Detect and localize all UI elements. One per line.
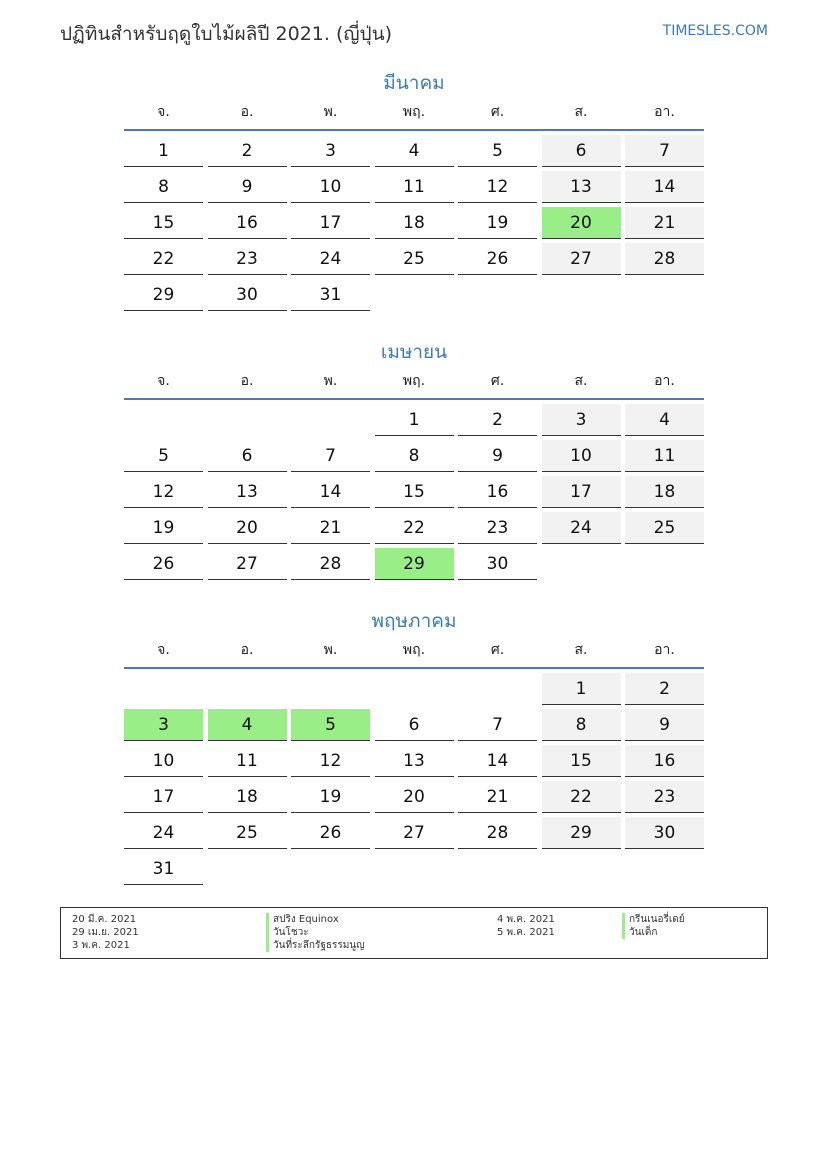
week-row (124, 207, 704, 243)
day-cell[interactable]: 2 (625, 673, 704, 705)
day-cell[interactable]: 15 (542, 745, 621, 777)
day-cell[interactable]: 14 (458, 745, 537, 777)
empty-day-cell (375, 673, 454, 704)
day-cell[interactable]: 6 (208, 440, 287, 472)
legend-name: กรีนเนอรี่เดย์ (622, 913, 685, 926)
day-cell[interactable]: 25 (208, 817, 287, 849)
empty-day-cell (542, 548, 621, 579)
month-block (124, 338, 704, 584)
empty-day-cell (542, 853, 621, 884)
week-row (124, 171, 704, 207)
weekday-label: จ. (157, 104, 170, 120)
day-cell[interactable]: 3 (124, 709, 203, 741)
day-cell[interactable]: 19 (124, 512, 203, 544)
day-cell[interactable]: 16 (625, 745, 704, 777)
empty-day-cell (291, 853, 370, 884)
day-cell[interactable]: 26 (458, 243, 537, 275)
day-cell[interactable]: 25 (625, 512, 704, 544)
day-cell[interactable]: 18 (375, 207, 454, 239)
day-cell[interactable]: 27 (375, 817, 454, 849)
weekday-label: พ. (323, 373, 338, 389)
weekday-label: อ. (240, 104, 254, 120)
week-row (124, 817, 704, 853)
legend-date: 4 พ.ค. 2021 (497, 914, 555, 925)
day-cell[interactable]: 3 (291, 135, 370, 167)
day-cell[interactable]: 17 (542, 476, 621, 508)
week-row (124, 135, 704, 171)
day-cell[interactable]: 30 (625, 817, 704, 849)
weekday-label: ส. (574, 104, 588, 120)
day-cell[interactable]: 21 (458, 781, 537, 813)
day-cell[interactable]: 23 (208, 243, 287, 275)
day-cell[interactable]: 18 (208, 781, 287, 813)
day-cell[interactable]: 4 (625, 404, 704, 436)
weekday-label: อ. (240, 373, 254, 389)
day-cell[interactable]: 10 (124, 745, 203, 777)
day-cell[interactable]: 9 (208, 171, 287, 203)
weekday-label: อ. (240, 642, 254, 658)
empty-day-cell (208, 404, 287, 435)
day-cell[interactable]: 18 (625, 476, 704, 508)
weekday-label: ศ. (490, 104, 505, 120)
day-cell[interactable]: 7 (458, 709, 537, 741)
week-row (124, 279, 704, 315)
brand-link[interactable]: TIMESLES.COM (662, 23, 768, 39)
legend-name: วันที่ระลึกรัฐธรรมนูญ (266, 939, 365, 952)
week-row (124, 781, 704, 817)
weekday-label: ส. (574, 642, 588, 658)
weekday-label: พ. (323, 104, 338, 120)
holiday-legend (60, 907, 768, 959)
day-cell[interactable]: 8 (542, 709, 621, 741)
month-block (124, 69, 704, 315)
day-cell[interactable]: 11 (625, 440, 704, 472)
day-cell[interactable]: 2 (458, 404, 537, 436)
day-cell[interactable]: 22 (542, 781, 621, 813)
empty-day-cell (291, 673, 370, 704)
day-cell[interactable]: 1 (542, 673, 621, 705)
weekday-label: อา. (654, 373, 675, 389)
day-cell[interactable]: 14 (625, 171, 704, 203)
day-cell[interactable]: 8 (124, 171, 203, 203)
legend-name: วันโชวะ (266, 926, 309, 939)
day-cell[interactable]: 31 (291, 279, 370, 311)
empty-day-cell (458, 279, 537, 310)
empty-day-cell (625, 548, 704, 579)
day-cell[interactable]: 6 (375, 709, 454, 741)
day-cell[interactable]: 10 (291, 171, 370, 203)
weekday-label: พฤ. (402, 373, 426, 389)
day-cell[interactable]: 10 (542, 440, 621, 472)
legend-name: สปริง Equinox (266, 913, 339, 926)
week-row (124, 243, 704, 279)
day-cell[interactable]: 5 (291, 709, 370, 741)
week-row (124, 745, 704, 781)
day-cell[interactable]: 26 (124, 548, 203, 580)
week-row (124, 709, 704, 745)
day-cell[interactable]: 6 (542, 135, 621, 167)
day-cell[interactable]: 12 (458, 171, 537, 203)
day-cell[interactable]: 4 (375, 135, 454, 167)
day-cell[interactable]: 9 (625, 709, 704, 741)
empty-day-cell (124, 673, 203, 704)
legend-name: วันเด็ก (622, 926, 657, 939)
legend-date: 5 พ.ค. 2021 (497, 927, 555, 938)
empty-day-cell (458, 853, 537, 884)
day-cell[interactable]: 24 (124, 817, 203, 849)
day-cell[interactable]: 25 (375, 243, 454, 275)
weekday-label: อา. (654, 642, 675, 658)
day-cell[interactable]: 27 (542, 243, 621, 275)
day-cell[interactable]: 24 (291, 243, 370, 275)
month-title: เมษายน (380, 341, 448, 363)
day-cell[interactable]: 31 (124, 853, 203, 885)
weekday-header (124, 366, 704, 398)
day-cell[interactable]: 28 (291, 548, 370, 580)
weekday-header (124, 97, 704, 129)
empty-day-cell (124, 404, 203, 435)
weekday-label: ส. (574, 373, 588, 389)
day-cell[interactable]: 15 (124, 207, 203, 239)
legend-date: 3 พ.ค. 2021 (72, 940, 130, 951)
day-cell[interactable]: 13 (208, 476, 287, 508)
day-cell[interactable]: 30 (458, 548, 537, 580)
weekday-header (124, 635, 704, 667)
day-cell[interactable]: 19 (458, 207, 537, 239)
weekday-label: อา. (654, 104, 675, 120)
day-cell[interactable]: 15 (375, 476, 454, 508)
legend-date: 29 เม.ย. 2021 (72, 927, 139, 938)
day-cell[interactable]: 2 (208, 135, 287, 167)
day-cell[interactable]: 12 (124, 476, 203, 508)
day-cell[interactable]: 11 (375, 171, 454, 203)
day-cell[interactable]: 14 (291, 476, 370, 508)
empty-day-cell (375, 853, 454, 884)
day-cell[interactable]: 20 (208, 512, 287, 544)
day-cell[interactable]: 22 (124, 243, 203, 275)
day-cell[interactable]: 20 (542, 207, 621, 239)
day-cell[interactable]: 5 (124, 440, 203, 472)
day-cell[interactable]: 26 (291, 817, 370, 849)
day-cell[interactable]: 22 (375, 512, 454, 544)
day-cell[interactable]: 19 (291, 781, 370, 813)
day-cell[interactable]: 21 (625, 207, 704, 239)
legend-date: 20 มี.ค. 2021 (72, 914, 137, 925)
day-cell[interactable]: 9 (458, 440, 537, 472)
empty-day-cell (208, 853, 287, 884)
day-cell[interactable]: 1 (124, 135, 203, 167)
weekday-label: ศ. (490, 642, 505, 658)
day-cell[interactable]: 11 (208, 745, 287, 777)
empty-day-cell (291, 404, 370, 435)
week-row (124, 853, 704, 889)
week-row (124, 673, 704, 709)
day-cell[interactable]: 28 (458, 817, 537, 849)
week-row (124, 548, 704, 584)
month-title: พฤษภาคม (371, 610, 457, 632)
day-cell[interactable]: 4 (208, 709, 287, 741)
month-title: มีนาคม (383, 72, 445, 94)
empty-day-cell (375, 279, 454, 310)
week-row (124, 440, 704, 476)
day-grid (124, 131, 704, 315)
empty-day-cell (458, 673, 537, 704)
weekday-label: พฤ. (402, 104, 426, 120)
day-cell[interactable]: 30 (208, 279, 287, 311)
weekday-label: พ. (323, 642, 338, 658)
weekday-label: จ. (157, 373, 170, 389)
weekday-label: จ. (157, 642, 170, 658)
day-cell[interactable]: 5 (458, 135, 537, 167)
day-cell[interactable]: 1 (375, 404, 454, 436)
day-cell[interactable]: 20 (375, 781, 454, 813)
day-cell[interactable]: 29 (375, 548, 454, 580)
page-title: ปฏิทินสำหรับฤดูใบไม้ผลิปี 2021. (ญี่ปุ่น) (60, 23, 393, 45)
day-cell[interactable]: 12 (291, 745, 370, 777)
day-cell[interactable]: 29 (542, 817, 621, 849)
day-cell[interactable]: 21 (291, 512, 370, 544)
day-cell[interactable]: 3 (542, 404, 621, 436)
week-row (124, 476, 704, 512)
empty-day-cell (542, 279, 621, 310)
empty-day-cell (625, 279, 704, 310)
day-cell[interactable]: 8 (375, 440, 454, 472)
day-cell[interactable]: 17 (124, 781, 203, 813)
day-cell[interactable]: 16 (208, 207, 287, 239)
day-cell[interactable]: 24 (542, 512, 621, 544)
empty-day-cell (625, 853, 704, 884)
day-cell[interactable]: 23 (458, 512, 537, 544)
day-cell[interactable]: 23 (625, 781, 704, 813)
day-cell[interactable]: 13 (375, 745, 454, 777)
weekday-label: พฤ. (402, 642, 426, 658)
day-grid (124, 669, 704, 889)
empty-day-cell (208, 673, 287, 704)
day-cell[interactable]: 28 (625, 243, 704, 275)
day-grid (124, 400, 704, 584)
day-cell[interactable]: 29 (124, 279, 203, 311)
day-cell[interactable]: 7 (625, 135, 704, 167)
day-cell[interactable]: 7 (291, 440, 370, 472)
month-block (124, 607, 704, 889)
day-cell[interactable]: 13 (542, 171, 621, 203)
weekday-label: ศ. (490, 373, 505, 389)
day-cell[interactable]: 16 (458, 476, 537, 508)
day-cell[interactable]: 27 (208, 548, 287, 580)
day-cell[interactable]: 17 (291, 207, 370, 239)
week-row (124, 404, 704, 440)
week-row (124, 512, 704, 548)
